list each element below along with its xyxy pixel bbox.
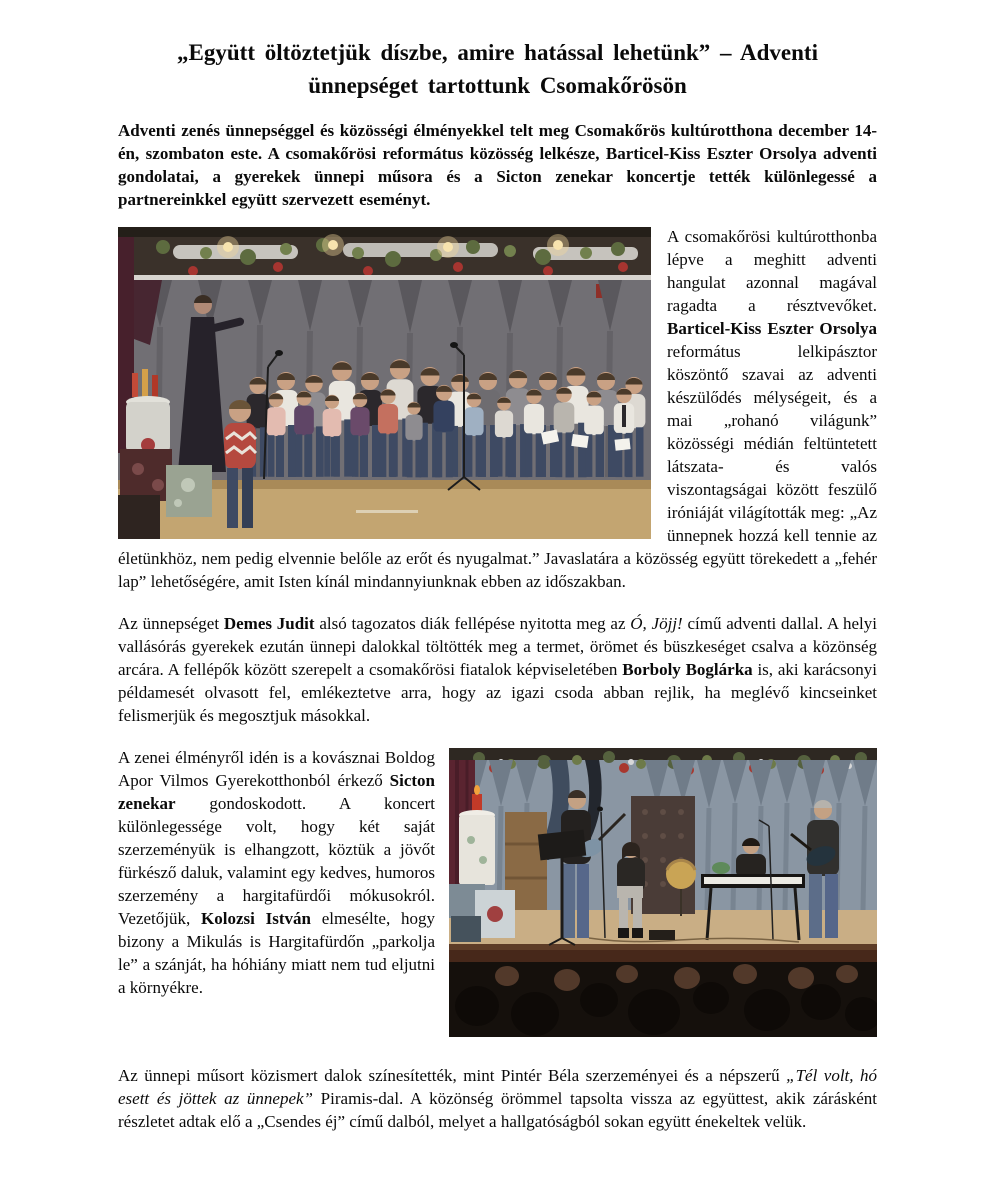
- text-run-bold: Sicton zenekar: [118, 771, 435, 813]
- text-run: A zenei élményről idén is a kovásznai Boldog Apor Vilmos Gyerekotthonból érkező: [118, 748, 435, 790]
- gift-boxes: [449, 884, 515, 942]
- text-run-italic: Ó, Jöjj!: [630, 614, 683, 633]
- text-run: című adventi dallal. A helyi vallásórás gyerekek ezután ünnepi dalokkal töltötték meg a termet, örömet és büszkeséget csalva a közönség arcára. A fellépők között szerepelt a csomakőrösi fiatalok képviseletében: [118, 614, 877, 679]
- text-run: alsó tagozatos diák fellépése nyitotta meg az: [314, 614, 631, 633]
- article-title: „Együtt öltöztetjük díszbe, amire hatással lehetünk” – Adventi ünnepséget tartottunk Csomakőrösön: [177, 40, 818, 98]
- paragraph-band: [118, 746, 877, 1043]
- text-run-bold: Kolozsi István: [201, 909, 311, 928]
- text-run: gondoskodott. A koncert különlegessége volt, hogy két saját szerzeményük is elhangzott, köztük a jövőt fürkésző daluk, valamint egy kedves, humoros szerzemény a hargitafürdői mókusokról. Vezetőjük,: [118, 794, 435, 928]
- children-stage-scene: [118, 227, 651, 539]
- text-run: is, aki karácsonyi példamesét olvasott fel, emlékeztetve arra, hogy az igazi csoda abban rejlik, ha meglévő kincseinket felismerjük és megosztjuk másokkal.: [118, 660, 878, 725]
- band-stage-scene: [449, 748, 877, 1037]
- text-run-italic: „Tél volt, hó esett és jöttek az ünnepek”: [118, 1066, 877, 1108]
- paragraph-performers: [118, 612, 877, 727]
- lead-paragraph: [118, 119, 877, 211]
- text-run: református lelkipásztor köszöntő szavai az adventi készülődés mélységeit, és a mai „rohanó világunk” közösségi médián feltüntetett látszata- és valós viszontagságai között feszülő iróniáját világították meg: „Az ünnepnek hozzá kell tennie az életünkhöz, nem pedig elvennie belőle az erőt és nyugalmat.” Javaslatára a közösség együtt törekedett a „fehér lap” lehetőségére, amit Isten kínál mindannyiunknak ebben az időszakban.: [118, 342, 877, 591]
- text-run: A csomakőrösi kultúrotthonba lépve a meghitt adventi hangulat azonnal magával ragadta a résztvevőket.: [667, 227, 877, 315]
- audience-silhouettes: [449, 950, 877, 1037]
- text-run: elmesélte, hogy bizony a Mikulás is Hargitafürdőn „parkolja le” a szánját, ha hóhiány miatt nem tud eljutni a környékre.: [118, 909, 435, 997]
- text-run: Adventi zenés ünnepséggel és közösségi élményekkel telt meg Csomakőrös kultúrotthona december 14-én, szombaton este. A csomakőrösi református közösség lelkésze, Barticel-Kiss Eszter Orsolya adventi gondolatai, a gyerekek ünnepi műsora és a Sicton zenekar koncertje tették különlegessé a partnereinkkel együtt szervezett eseményt.: [118, 121, 877, 209]
- text-run: Piramis-dal. A közönség örömmel tapsolta vissza az együttest, akik zárásként részletet adtak elő a „Csendes éj” című dalból, melyet a hallgatóságból sokan együtt énekeltek velük.: [118, 1089, 877, 1131]
- paragraph-intro: [118, 225, 877, 593]
- photo-children-performance: [118, 227, 651, 539]
- paragraph-closing: [118, 1064, 877, 1133]
- text-run: Az ünnepi műsort közismert dalok színesítették, mint Pintér Béla szerzeményei és a népszerű: [118, 1066, 787, 1085]
- text-run-bold: Demes Judit: [223, 614, 315, 633]
- stage-monitor: [649, 930, 675, 940]
- article: [118, 36, 877, 1133]
- text-run: Az ünnepséget: [118, 614, 224, 633]
- photo-band-concert: [449, 748, 877, 1037]
- text-run-bold: Borboly Boglárka: [622, 660, 753, 679]
- text-run-bold: Barticel-Kiss Eszter Orsolya: [667, 319, 877, 338]
